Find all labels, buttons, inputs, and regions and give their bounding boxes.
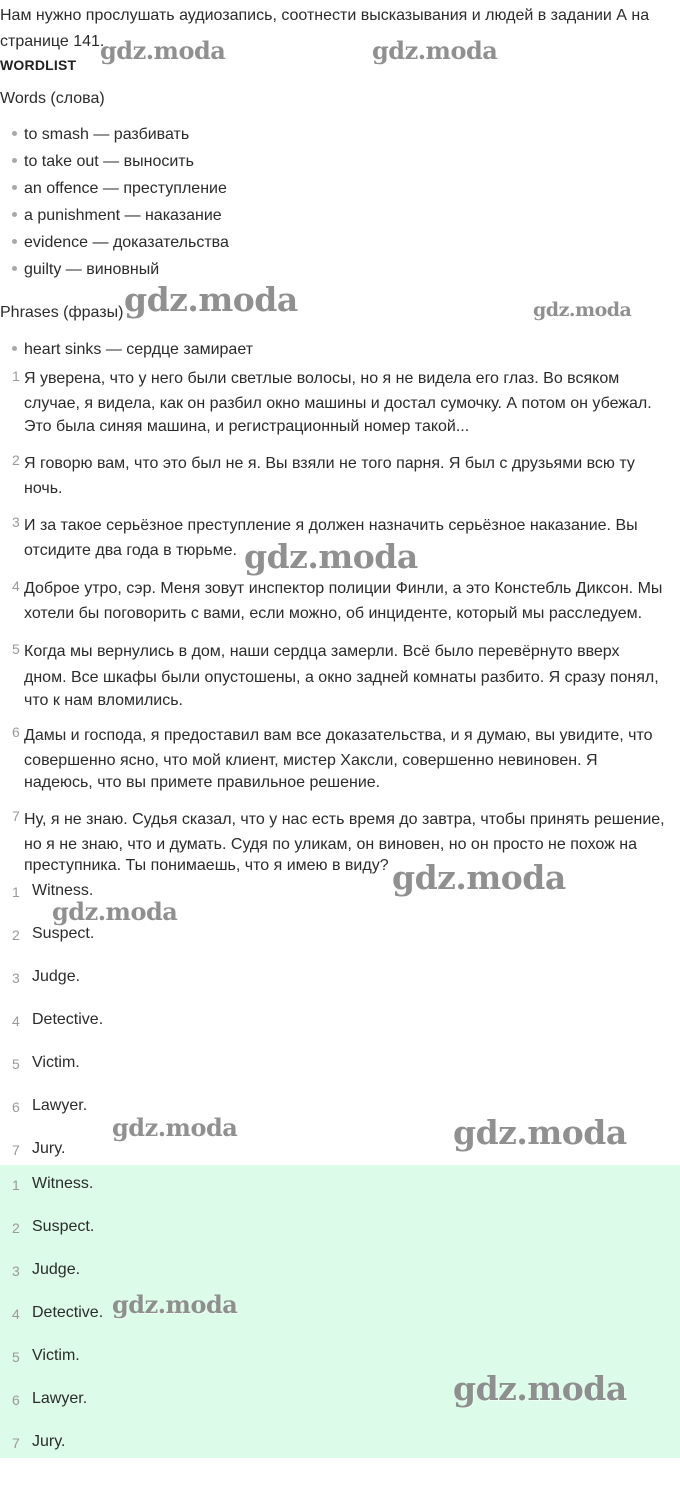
statement-number: 7 (12, 808, 20, 824)
word-item: a punishment — наказание (12, 206, 222, 226)
statement: 4 Доброе утро, сэр. Меня зовут инспектор полиции Финли, а это Констебль Диксон. Мы хотели бы поговорить с вами, если можно, об инциденте, который мы расследуем. (12, 578, 663, 622)
intro-line: странице 141. (0, 33, 105, 50)
word-item: an offence — преступление (12, 179, 227, 199)
watermark-logo: gdz.moda (124, 280, 298, 319)
word-item: to take out — выносить (12, 152, 194, 172)
watermark-logo: gdz.moda (100, 36, 226, 65)
statement: 2 Я говорю вам, что это был не я. Вы взяли не того парня. Я был с друзьями всю ту ночь. (12, 452, 635, 497)
statement-number: 1 (12, 368, 20, 384)
bullet-icon (12, 212, 17, 217)
word-item: guilty — виновный (12, 260, 159, 280)
bullet-icon (12, 131, 17, 136)
watermark-logo: gdz.moda (244, 537, 418, 576)
watermark-logo: gdz.moda (372, 36, 498, 65)
bullet-icon (12, 266, 17, 271)
statement: 6 Дамы и господа, я предоставил вам все доказательства, и я думаю, вы увидите, что совершенно ясно, что мой клиент, мистер Хаксли, совершенно невиновен. Я надеюсь, что вы примете правильное решение. (12, 724, 653, 791)
statement-number: 4 (12, 578, 20, 594)
bullet-icon (12, 346, 17, 351)
statement: 1 Я уверена, что у него были светлые волосы, но я не видела его глаз. Во всяком случае, я видела, как он разбил окно машины и достал сумочку. А потом он убежал. Это была синяя машина, и регистрационный номер такой... (12, 368, 652, 435)
statement-number: 2 (12, 452, 20, 468)
word-item: to smash — разбивать (12, 125, 189, 145)
statement: 7 Ну, я не знаю. Судья сказал, что у нас есть время до завтра, чтобы принять решение, но я не знаю, что и думать. Судя по уликам, он виновен, но он просто не похож на преступника. Ты понимаешь, что я имею в виду? (12, 808, 665, 874)
watermark-logo: gdz.moda (112, 1113, 238, 1142)
watermark-logo: gdz.moda (112, 1290, 238, 1319)
intro-line: Нам нужно прослушать аудиозапись, соотнести высказывания и людей в задании А на (0, 7, 650, 24)
words-heading: Words (слова) (0, 90, 105, 107)
bullet-icon (12, 185, 17, 190)
phrases-heading: Phrases (фразы) (0, 304, 124, 321)
statement: 5 Когда мы вернулись в дом, наши сердца замерли. Всё было перевёрнуто вверх дном. Все шкафы были опустошены, а окно задней комнаты разбито. Я сразу понял, что к нам вломились. (12, 641, 659, 709)
watermark-logo: gdz.moda (52, 897, 178, 926)
statement: 3 И за такое серьёзное преступление я должен назначить серьёзное наказание. Вы отсидите два года в тюрьме. (12, 514, 638, 559)
bullet-icon (12, 158, 17, 163)
wordlist-heading: WORDLIST (0, 57, 77, 73)
watermark-logo: gdz.moda (453, 1369, 627, 1408)
watermark-logo: gdz.moda (392, 858, 566, 897)
word-item: evidence — доказательства (12, 233, 229, 253)
statement-number: 5 (12, 641, 20, 657)
phrase-item: heart sinks — сердце замирает (12, 340, 253, 360)
bullet-icon (12, 239, 17, 244)
statement-number: 3 (12, 514, 20, 530)
watermark-logo: gdz.moda (533, 299, 632, 321)
watermark-logo: gdz.moda (453, 1113, 627, 1152)
statement-number: 6 (12, 724, 20, 740)
